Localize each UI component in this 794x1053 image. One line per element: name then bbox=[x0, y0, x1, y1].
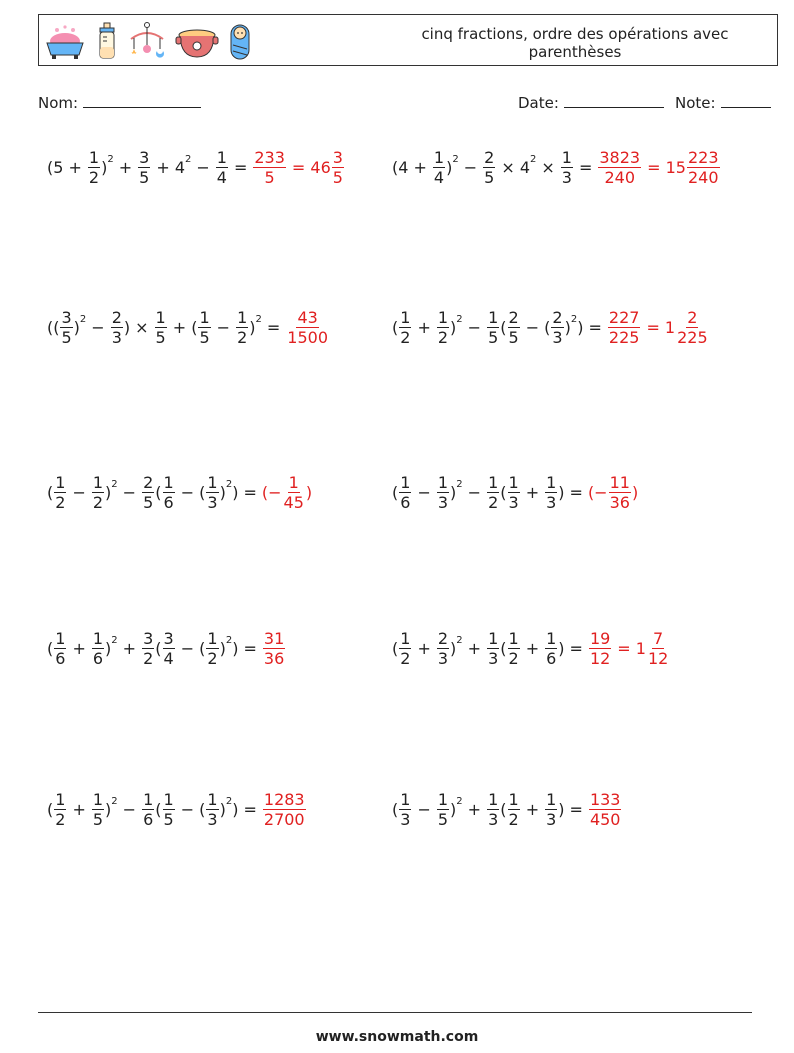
baby-mobile-icon bbox=[127, 21, 167, 61]
date-label: Date: bbox=[518, 94, 559, 112]
date-blank[interactable] bbox=[564, 93, 664, 108]
note-blank[interactable] bbox=[721, 93, 771, 108]
answer: $\frac{133}{450}$ bbox=[589, 790, 621, 829]
answer: $\frac{31}{36}$ bbox=[263, 629, 285, 668]
problem-7: ( $\frac{1}{6}$ + $\frac{1}{6}$ ) $^2$ + $\frac{3}{2}$ ( $\frac{3}{4}$ − ( $\frac{1}{2}$ ) $^2$ ) = $\frac{31}{36}$ bbox=[47, 629, 285, 668]
problem-3: (( $\frac{3}{5}$ ) $^2$ − $\frac{2}{3}$ ) × $\frac{1}{5}$ + ( $\frac{1}{5}$ − $\frac{1}{2}$ ) $^2$ = $\frac{43}{1500}$ bbox=[47, 308, 328, 347]
baby-potty-icon bbox=[175, 21, 219, 61]
name-blank[interactable] bbox=[83, 93, 201, 108]
problem-1: (5 + $\frac{1}{2}$ ) $^2$ + $\frac{3}{5}$ + 4 $^2$ − $\frac{1}{4}$ = $\frac{233}{5}$ = 46 $\frac{3}{5}$ bbox=[47, 148, 343, 187]
answer: $\frac{19}{12}$ = 1 $\frac{7}{12}$ bbox=[589, 629, 669, 668]
problem-2: (4 + $\frac{1}{4}$ ) $^2$ − $\frac{2}{5}$ × 4 $^2$ × $\frac{1}{3}$ = $\frac{3823}{240}$ = 15 $\frac{223}{240}$ bbox=[392, 148, 719, 187]
date-field[interactable] bbox=[518, 93, 664, 112]
answer: $\frac{3823}{240}$ = 15 $\frac{223}{240}$ bbox=[599, 148, 719, 187]
footer-divider bbox=[38, 1012, 752, 1013]
answer: (− $\frac{1}{45}$ ) bbox=[261, 473, 313, 512]
note-field[interactable] bbox=[675, 93, 771, 112]
worksheet-title: cinq fractions, ordre des opérations avec parenthèses bbox=[421, 25, 729, 61]
header-icons bbox=[43, 19, 253, 63]
problem-5: ( $\frac{1}{2}$ − $\frac{1}{2}$ ) $^2$ − $\frac{2}{5}$ ( $\frac{1}{6}$ − ( $\frac{1}{3}$ ) $^2$ ) = (− $\frac{1}{45}$ ) bbox=[47, 473, 313, 512]
answer: $\frac{1283}{2700}$ bbox=[263, 790, 305, 829]
name-field[interactable] bbox=[38, 93, 201, 112]
problem-6: ( $\frac{1}{6}$ − $\frac{1}{3}$ ) $^2$ − $\frac{1}{2}$ ( $\frac{1}{3}$ + $\frac{1}{3}$ ) = (− $\frac{11}{36}$ ) bbox=[392, 473, 639, 512]
problem-10: ( $\frac{1}{3}$ − $\frac{1}{5}$ ) $^2$ + $\frac{1}{3}$ ( $\frac{1}{2}$ + $\frac{1}{3}$ ) = $\frac{133}{450}$ bbox=[392, 790, 621, 829]
worksheet-header bbox=[38, 14, 778, 66]
answer: (− $\frac{11}{36}$ ) bbox=[587, 473, 639, 512]
note-label: Note: bbox=[675, 94, 716, 112]
baby-bath-icon bbox=[43, 21, 87, 61]
problem-9: ( $\frac{1}{2}$ + $\frac{1}{5}$ ) $^2$ − $\frac{1}{6}$ ( $\frac{1}{5}$ − ( $\frac{1}{3}$ ) $^2$ ) = $\frac{1283}{2700}$ bbox=[47, 790, 305, 829]
problem-4: ( $\frac{1}{2}$ + $\frac{1}{2}$ ) $^2$ − $\frac{1}{5}$ ( $\frac{2}{5}$ − ( $\frac{2}{3}$ ) $^2$ ) = $\frac{227}{225}$ = 1 $\frac{2}{225}$ bbox=[392, 308, 708, 347]
swaddled-baby-icon bbox=[227, 21, 253, 61]
answer: $\frac{227}{225}$ = 1 $\frac{2}{225}$ bbox=[608, 308, 708, 347]
answer: $\frac{233}{5}$ = 46 $\frac{3}{5}$ bbox=[254, 148, 343, 187]
problem-8: ( $\frac{1}{2}$ + $\frac{2}{3}$ ) $^2$ + $\frac{1}{3}$ ( $\frac{1}{2}$ + $\frac{1}{6}$ ) = $\frac{19}{12}$ = 1 $\frac{7}{12}$ bbox=[392, 629, 669, 668]
baby-bottle-icon bbox=[95, 21, 119, 61]
answer: $\frac{43}{1500}$ bbox=[287, 308, 328, 347]
name-label: Nom: bbox=[38, 94, 79, 112]
footer-website[interactable]: www.snowmath.com bbox=[315, 1029, 479, 1045]
